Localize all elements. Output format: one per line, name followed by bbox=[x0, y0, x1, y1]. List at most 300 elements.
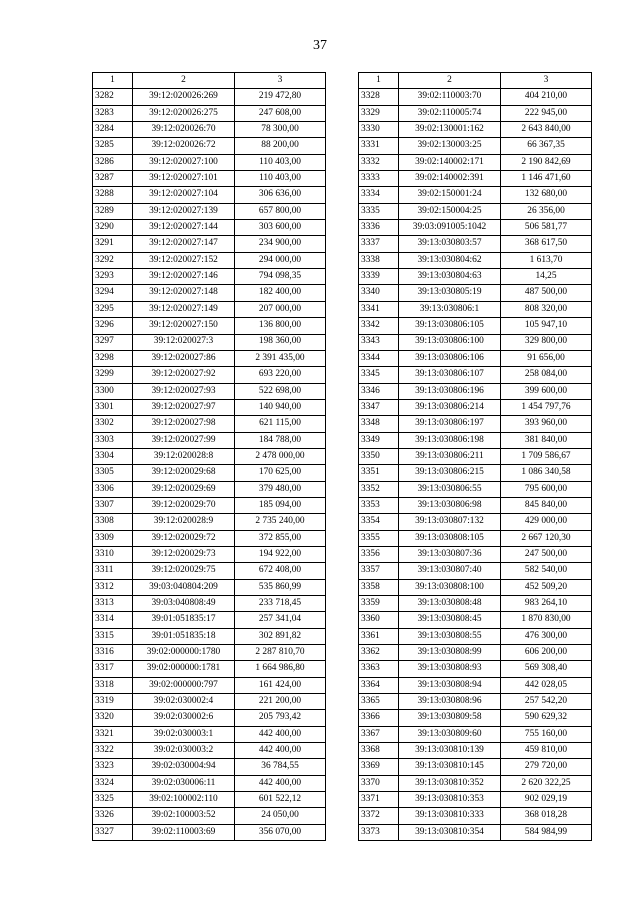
cadastral-number-cell: 39:12:020027:139 bbox=[133, 203, 235, 219]
table-row bbox=[93, 89, 326, 105]
value-cell: 234 900,00 bbox=[235, 236, 326, 252]
value-cell: 582 540,00 bbox=[501, 563, 592, 579]
table-row bbox=[359, 252, 592, 268]
cadastral-number-cell: 39:13:030806:215 bbox=[399, 465, 501, 481]
value-cell: 110 403,00 bbox=[235, 171, 326, 187]
value-cell: 170 625,00 bbox=[235, 465, 326, 481]
row-number-cell: 3359 bbox=[359, 596, 399, 612]
row-number-cell: 3364 bbox=[359, 677, 399, 693]
table-row bbox=[93, 171, 326, 187]
table-row bbox=[93, 399, 326, 415]
value-cell: 902 029,19 bbox=[501, 792, 592, 808]
table-row bbox=[93, 677, 326, 693]
value-cell: 36 784,55 bbox=[235, 759, 326, 775]
row-number-cell: 3368 bbox=[359, 743, 399, 759]
value-cell: 2 391 435,00 bbox=[235, 350, 326, 366]
table-row bbox=[93, 154, 326, 170]
table-row bbox=[359, 334, 592, 350]
cadastral-number-cell: 39:12:020027:3 bbox=[133, 334, 235, 350]
table-row bbox=[93, 661, 326, 677]
cadastral-number-cell: 39:13:030803:57 bbox=[399, 236, 501, 252]
row-number-cell: 3328 bbox=[359, 89, 399, 105]
value-cell: 66 367,35 bbox=[501, 138, 592, 154]
table-row bbox=[359, 383, 592, 399]
table-row bbox=[359, 661, 592, 677]
cadastral-number-cell: 39:02:110003:69 bbox=[133, 824, 235, 840]
row-number-cell: 3369 bbox=[359, 759, 399, 775]
row-number-cell: 3292 bbox=[93, 252, 133, 268]
table-header-row bbox=[359, 73, 592, 89]
row-number-cell: 3324 bbox=[93, 775, 133, 791]
cadastral-number-cell: 39:13:030808:105 bbox=[399, 530, 501, 546]
row-number-cell: 3310 bbox=[93, 546, 133, 562]
row-number-cell: 3332 bbox=[359, 154, 399, 170]
row-number-cell: 3354 bbox=[359, 514, 399, 530]
row-number-cell: 3352 bbox=[359, 481, 399, 497]
cadastral-number-cell: 39:13:030805:19 bbox=[399, 285, 501, 301]
row-number-cell: 3330 bbox=[359, 122, 399, 138]
row-number-cell: 3300 bbox=[93, 383, 133, 399]
value-cell: 522 698,00 bbox=[235, 383, 326, 399]
cadastral-number-cell: 39:02:000000:1781 bbox=[133, 661, 235, 677]
row-number-cell: 3301 bbox=[93, 399, 133, 415]
table-row bbox=[93, 187, 326, 203]
table-row bbox=[93, 497, 326, 513]
table-row bbox=[359, 399, 592, 415]
cadastral-number-cell: 39:13:030806:98 bbox=[399, 497, 501, 513]
table-row bbox=[93, 252, 326, 268]
value-cell: 247 608,00 bbox=[235, 105, 326, 121]
table-row bbox=[93, 416, 326, 432]
cadastral-number-cell: 39:13:030806:196 bbox=[399, 383, 501, 399]
value-cell: 207 000,00 bbox=[235, 301, 326, 317]
column-header: 3 bbox=[501, 73, 592, 89]
cadastral-number-cell: 39:12:020027:149 bbox=[133, 301, 235, 317]
value-cell: 2 478 000,00 bbox=[235, 448, 326, 464]
cadastral-number-cell: 39:12:020029:69 bbox=[133, 481, 235, 497]
cadastral-number-cell: 39:01:051835:17 bbox=[133, 612, 235, 628]
cadastral-number-cell: 39:03:040808:49 bbox=[133, 596, 235, 612]
row-number-cell: 3312 bbox=[93, 579, 133, 595]
cadastral-number-cell: 39:12:020026:72 bbox=[133, 138, 235, 154]
row-number-cell: 3342 bbox=[359, 318, 399, 334]
cadastral-number-cell: 39:12:020027:92 bbox=[133, 367, 235, 383]
cadastral-number-cell: 39:12:020027:148 bbox=[133, 285, 235, 301]
cadastral-number-cell: 39:02:110005:74 bbox=[399, 105, 501, 121]
cadastral-number-cell: 39:02:100002:110 bbox=[133, 792, 235, 808]
table-row bbox=[93, 759, 326, 775]
table-row bbox=[93, 628, 326, 644]
cadastral-number-cell: 39:02:000000:1780 bbox=[133, 645, 235, 661]
value-cell: 452 509,20 bbox=[501, 579, 592, 595]
table-row bbox=[93, 334, 326, 350]
value-cell: 606 200,00 bbox=[501, 645, 592, 661]
table-row bbox=[359, 530, 592, 546]
value-cell: 140 940,00 bbox=[235, 399, 326, 415]
value-cell: 303 600,00 bbox=[235, 220, 326, 236]
row-number-cell: 3285 bbox=[93, 138, 133, 154]
cadastral-number-cell: 39:12:020027:144 bbox=[133, 220, 235, 236]
value-cell: 476 300,00 bbox=[501, 628, 592, 644]
table-row bbox=[359, 514, 592, 530]
value-cell: 91 656,00 bbox=[501, 350, 592, 366]
value-cell: 459 810,00 bbox=[501, 743, 592, 759]
cadastral-number-cell: 39:13:030806:100 bbox=[399, 334, 501, 350]
row-number-cell: 3351 bbox=[359, 465, 399, 481]
table-row bbox=[93, 318, 326, 334]
table-row bbox=[359, 285, 592, 301]
cadastral-number-cell: 39:02:150001:24 bbox=[399, 187, 501, 203]
table-row bbox=[93, 432, 326, 448]
value-cell: 2 735 240,00 bbox=[235, 514, 326, 530]
value-cell: 257 341,04 bbox=[235, 612, 326, 628]
table-row bbox=[359, 775, 592, 791]
value-cell: 233 718,45 bbox=[235, 596, 326, 612]
cadastral-number-cell: 39:13:030808:96 bbox=[399, 694, 501, 710]
cadastral-number-cell: 39:03:091005:1042 bbox=[399, 220, 501, 236]
value-cell: 136 800,00 bbox=[235, 318, 326, 334]
row-number-cell: 3296 bbox=[93, 318, 133, 334]
table-row bbox=[359, 694, 592, 710]
value-cell: 368 018,28 bbox=[501, 808, 592, 824]
cadastral-number-cell: 39:13:030807:36 bbox=[399, 546, 501, 562]
row-number-cell: 3298 bbox=[93, 350, 133, 366]
value-cell: 306 636,00 bbox=[235, 187, 326, 203]
cadastral-number-cell: 39:12:020027:147 bbox=[133, 236, 235, 252]
row-number-cell: 3343 bbox=[359, 334, 399, 350]
row-number-cell: 3318 bbox=[93, 677, 133, 693]
cadastral-number-cell: 39:13:030804:63 bbox=[399, 269, 501, 285]
value-cell: 590 629,32 bbox=[501, 710, 592, 726]
value-cell: 795 600,00 bbox=[501, 481, 592, 497]
table-row bbox=[359, 301, 592, 317]
value-cell: 2 190 842,69 bbox=[501, 154, 592, 170]
table-row bbox=[359, 677, 592, 693]
table-header-row bbox=[93, 73, 326, 89]
row-number-cell: 3282 bbox=[93, 89, 133, 105]
value-cell: 368 617,50 bbox=[501, 236, 592, 252]
value-cell: 1 086 340,58 bbox=[501, 465, 592, 481]
value-cell: 379 480,00 bbox=[235, 481, 326, 497]
value-cell: 1 454 797,76 bbox=[501, 399, 592, 415]
column-header: 1 bbox=[359, 73, 399, 89]
row-number-cell: 3341 bbox=[359, 301, 399, 317]
row-number-cell: 3346 bbox=[359, 383, 399, 399]
value-cell: 755 160,00 bbox=[501, 726, 592, 742]
cadastral-number-cell: 39:13:030808:55 bbox=[399, 628, 501, 644]
cadastral-number-cell: 39:13:030806:106 bbox=[399, 350, 501, 366]
row-number-cell: 3308 bbox=[93, 514, 133, 530]
table-row bbox=[93, 726, 326, 742]
table-row bbox=[359, 579, 592, 595]
cadastral-number-cell: 39:02:130001:162 bbox=[399, 122, 501, 138]
cadastral-number-cell: 39:12:020027:98 bbox=[133, 416, 235, 432]
cadastral-number-cell: 39:12:020028:8 bbox=[133, 448, 235, 464]
value-cell: 257 542,20 bbox=[501, 694, 592, 710]
cadastral-number-cell: 39:12:020027:146 bbox=[133, 269, 235, 285]
table-row bbox=[359, 808, 592, 824]
row-number-cell: 3304 bbox=[93, 448, 133, 464]
cadastral-number-cell: 39:02:030004:94 bbox=[133, 759, 235, 775]
table-row bbox=[359, 726, 592, 742]
value-cell: 404 210,00 bbox=[501, 89, 592, 105]
value-cell: 845 840,00 bbox=[501, 497, 592, 513]
cadastral-number-cell: 39:13:030804:62 bbox=[399, 252, 501, 268]
cadastral-number-cell: 39:13:030806:214 bbox=[399, 399, 501, 415]
cadastral-number-cell: 39:02:110003:70 bbox=[399, 89, 501, 105]
table-row bbox=[93, 579, 326, 595]
value-cell: 258 084,00 bbox=[501, 367, 592, 383]
left-table bbox=[92, 72, 326, 841]
table-row bbox=[93, 710, 326, 726]
value-cell: 506 581,77 bbox=[501, 220, 592, 236]
cadastral-number-cell: 39:12:020029:75 bbox=[133, 563, 235, 579]
table-row bbox=[93, 808, 326, 824]
row-number-cell: 3313 bbox=[93, 596, 133, 612]
cadastral-number-cell: 39:02:150004:25 bbox=[399, 203, 501, 219]
row-number-cell: 3335 bbox=[359, 203, 399, 219]
cadastral-number-cell: 39:03:040804:209 bbox=[133, 579, 235, 595]
table-row bbox=[93, 285, 326, 301]
cadastral-number-cell: 39:13:030806:107 bbox=[399, 367, 501, 383]
value-cell: 219 472,80 bbox=[235, 89, 326, 105]
value-cell: 569 308,40 bbox=[501, 661, 592, 677]
row-number-cell: 3347 bbox=[359, 399, 399, 415]
table-row bbox=[93, 236, 326, 252]
table-row bbox=[93, 530, 326, 546]
cadastral-number-cell: 39:13:030806:55 bbox=[399, 481, 501, 497]
value-cell: 381 840,00 bbox=[501, 432, 592, 448]
value-cell: 184 788,00 bbox=[235, 432, 326, 448]
value-cell: 205 793,42 bbox=[235, 710, 326, 726]
row-number-cell: 3358 bbox=[359, 579, 399, 595]
row-number-cell: 3299 bbox=[93, 367, 133, 383]
table-row bbox=[93, 596, 326, 612]
row-number-cell: 3295 bbox=[93, 301, 133, 317]
value-cell: 393 960,00 bbox=[501, 416, 592, 432]
row-number-cell: 3327 bbox=[93, 824, 133, 840]
value-cell: 1 664 986,80 bbox=[235, 661, 326, 677]
table-row bbox=[359, 563, 592, 579]
row-number-cell: 3306 bbox=[93, 481, 133, 497]
cadastral-number-cell: 39:13:030808:94 bbox=[399, 677, 501, 693]
cadastral-number-cell: 39:12:020029:72 bbox=[133, 530, 235, 546]
cadastral-number-cell: 39:13:030809:60 bbox=[399, 726, 501, 742]
value-cell: 2 620 322,25 bbox=[501, 775, 592, 791]
row-number-cell: 3307 bbox=[93, 497, 133, 513]
cadastral-number-cell: 39:13:030806:198 bbox=[399, 432, 501, 448]
row-number-cell: 3322 bbox=[93, 743, 133, 759]
row-number-cell: 3353 bbox=[359, 497, 399, 513]
table-row bbox=[93, 269, 326, 285]
value-cell: 24 050,00 bbox=[235, 808, 326, 824]
row-number-cell: 3355 bbox=[359, 530, 399, 546]
value-cell: 221 200,00 bbox=[235, 694, 326, 710]
row-number-cell: 3320 bbox=[93, 710, 133, 726]
table-row bbox=[359, 154, 592, 170]
value-cell: 198 360,00 bbox=[235, 334, 326, 350]
cadastral-number-cell: 39:12:020026:70 bbox=[133, 122, 235, 138]
cadastral-number-cell: 39:12:020026:269 bbox=[133, 89, 235, 105]
value-cell: 621 115,00 bbox=[235, 416, 326, 432]
row-number-cell: 3287 bbox=[93, 171, 133, 187]
table-row bbox=[359, 824, 592, 840]
value-cell: 194 922,00 bbox=[235, 546, 326, 562]
cadastral-number-cell: 39:13:030810:145 bbox=[399, 759, 501, 775]
value-cell: 78 300,00 bbox=[235, 122, 326, 138]
cadastral-number-cell: 39:02:030003:2 bbox=[133, 743, 235, 759]
cadastral-number-cell: 39:12:020027:86 bbox=[133, 350, 235, 366]
cadastral-number-cell: 39:12:020027:97 bbox=[133, 399, 235, 415]
row-number-cell: 3370 bbox=[359, 775, 399, 791]
value-cell: 2 287 810,70 bbox=[235, 645, 326, 661]
cadastral-number-cell: 39:12:020027:104 bbox=[133, 187, 235, 203]
table-row bbox=[359, 122, 592, 138]
cadastral-number-cell: 39:13:030806:211 bbox=[399, 448, 501, 464]
row-number-cell: 3367 bbox=[359, 726, 399, 742]
table-row bbox=[93, 105, 326, 121]
cadastral-number-cell: 39:02:030003:1 bbox=[133, 726, 235, 742]
row-number-cell: 3339 bbox=[359, 269, 399, 285]
table-row bbox=[93, 138, 326, 154]
table-row bbox=[93, 514, 326, 530]
row-number-cell: 3321 bbox=[93, 726, 133, 742]
value-cell: 26 356,00 bbox=[501, 203, 592, 219]
value-cell: 535 860,99 bbox=[235, 579, 326, 595]
table-row bbox=[93, 481, 326, 497]
table-row bbox=[93, 645, 326, 661]
table-row bbox=[359, 203, 592, 219]
row-number-cell: 3317 bbox=[93, 661, 133, 677]
cadastral-number-cell: 39:13:030808:99 bbox=[399, 645, 501, 661]
table-row bbox=[359, 612, 592, 628]
cadastral-number-cell: 39:12:020027:99 bbox=[133, 432, 235, 448]
row-number-cell: 3360 bbox=[359, 612, 399, 628]
cadastral-number-cell: 39:13:030806:105 bbox=[399, 318, 501, 334]
cadastral-number-cell: 39:02:140002:171 bbox=[399, 154, 501, 170]
cadastral-number-cell: 39:12:020029:68 bbox=[133, 465, 235, 481]
row-number-cell: 3293 bbox=[93, 269, 133, 285]
table-row bbox=[93, 350, 326, 366]
page-number: 37 bbox=[313, 38, 327, 53]
table-row bbox=[359, 187, 592, 203]
value-cell: 279 720,00 bbox=[501, 759, 592, 775]
table-row bbox=[93, 546, 326, 562]
cadastral-number-cell: 39:02:100003:52 bbox=[133, 808, 235, 824]
value-cell: 1 613,70 bbox=[501, 252, 592, 268]
row-number-cell: 3329 bbox=[359, 105, 399, 121]
row-number-cell: 3302 bbox=[93, 416, 133, 432]
value-cell: 1 709 586,67 bbox=[501, 448, 592, 464]
cadastral-number-cell: 39:13:030807:132 bbox=[399, 514, 501, 530]
cadastral-number-cell: 39:13:030808:100 bbox=[399, 579, 501, 595]
value-cell: 329 800,00 bbox=[501, 334, 592, 350]
cadastral-number-cell: 39:02:030002:6 bbox=[133, 710, 235, 726]
value-cell: 182 400,00 bbox=[235, 285, 326, 301]
row-number-cell: 3305 bbox=[93, 465, 133, 481]
row-number-cell: 3316 bbox=[93, 645, 133, 661]
row-number-cell: 3323 bbox=[93, 759, 133, 775]
table-row bbox=[359, 481, 592, 497]
cadastral-number-cell: 39:13:030807:40 bbox=[399, 563, 501, 579]
cadastral-number-cell: 39:13:030808:93 bbox=[399, 661, 501, 677]
cadastral-number-cell: 39:12:020027:100 bbox=[133, 154, 235, 170]
value-cell: 185 094,00 bbox=[235, 497, 326, 513]
cadastral-number-cell: 39:01:051835:18 bbox=[133, 628, 235, 644]
cadastral-number-cell: 39:02:000000:797 bbox=[133, 677, 235, 693]
column-header: 2 bbox=[399, 73, 501, 89]
row-number-cell: 3348 bbox=[359, 416, 399, 432]
table-row bbox=[359, 220, 592, 236]
row-number-cell: 3361 bbox=[359, 628, 399, 644]
row-number-cell: 3371 bbox=[359, 792, 399, 808]
row-number-cell: 3325 bbox=[93, 792, 133, 808]
row-number-cell: 3372 bbox=[359, 808, 399, 824]
cadastral-number-cell: 39:13:030810:353 bbox=[399, 792, 501, 808]
cadastral-number-cell: 39:13:030806:1 bbox=[399, 301, 501, 317]
table-row bbox=[359, 596, 592, 612]
cadastral-number-cell: 39:12:020029:70 bbox=[133, 497, 235, 513]
value-cell: 2 643 840,00 bbox=[501, 122, 592, 138]
row-number-cell: 3365 bbox=[359, 694, 399, 710]
row-number-cell: 3284 bbox=[93, 122, 133, 138]
row-number-cell: 3366 bbox=[359, 710, 399, 726]
row-number-cell: 3338 bbox=[359, 252, 399, 268]
value-cell: 693 220,00 bbox=[235, 367, 326, 383]
row-number-cell: 3356 bbox=[359, 546, 399, 562]
table-row bbox=[359, 105, 592, 121]
value-cell: 983 264,10 bbox=[501, 596, 592, 612]
table-row bbox=[359, 792, 592, 808]
table-row bbox=[93, 775, 326, 791]
row-number-cell: 3290 bbox=[93, 220, 133, 236]
row-number-cell: 3337 bbox=[359, 236, 399, 252]
cadastral-number-cell: 39:12:020027:152 bbox=[133, 252, 235, 268]
table-row bbox=[93, 465, 326, 481]
cadastral-number-cell: 39:13:030810:352 bbox=[399, 775, 501, 791]
row-number-cell: 3350 bbox=[359, 448, 399, 464]
table-row bbox=[93, 220, 326, 236]
row-number-cell: 3291 bbox=[93, 236, 133, 252]
value-cell: 1 870 830,00 bbox=[501, 612, 592, 628]
column-header: 3 bbox=[235, 73, 326, 89]
row-number-cell: 3363 bbox=[359, 661, 399, 677]
value-cell: 2 667 120,30 bbox=[501, 530, 592, 546]
table-row bbox=[359, 465, 592, 481]
table-row bbox=[359, 138, 592, 154]
table-row bbox=[93, 367, 326, 383]
row-number-cell: 3288 bbox=[93, 187, 133, 203]
value-cell: 584 984,99 bbox=[501, 824, 592, 840]
value-cell: 601 522,12 bbox=[235, 792, 326, 808]
row-number-cell: 3283 bbox=[93, 105, 133, 121]
row-number-cell: 3309 bbox=[93, 530, 133, 546]
table-row bbox=[93, 122, 326, 138]
value-cell: 88 200,00 bbox=[235, 138, 326, 154]
table-row bbox=[359, 367, 592, 383]
value-cell: 132 680,00 bbox=[501, 187, 592, 203]
column-header: 1 bbox=[93, 73, 133, 89]
value-cell: 808 320,00 bbox=[501, 301, 592, 317]
cadastral-number-cell: 39:02:030002:4 bbox=[133, 694, 235, 710]
row-number-cell: 3340 bbox=[359, 285, 399, 301]
cadastral-number-cell: 39:13:030808:48 bbox=[399, 596, 501, 612]
cadastral-number-cell: 39:02:140002:391 bbox=[399, 171, 501, 187]
value-cell: 302 891,82 bbox=[235, 628, 326, 644]
table-row bbox=[93, 824, 326, 840]
row-number-cell: 3336 bbox=[359, 220, 399, 236]
table-row bbox=[359, 743, 592, 759]
